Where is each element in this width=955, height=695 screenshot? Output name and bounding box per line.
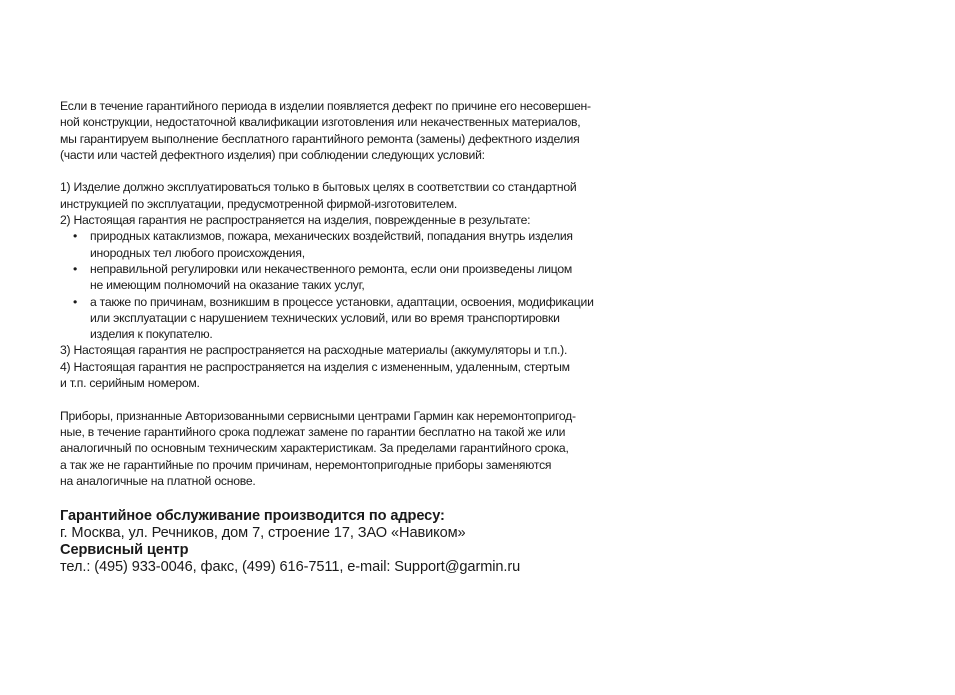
condition-4: 4) Настоящая гарантия не распространяется на изделия с измененным, удаленным, стертым bbox=[60, 359, 570, 374]
service-center-title: Сервисный центр bbox=[60, 542, 189, 559]
bullet-item bbox=[60, 294, 660, 310]
bullet-text-continued: изделия к покупателю. bbox=[90, 327, 213, 342]
bullet-text-continued: не имеющим полномочий на оказание таких услуг, bbox=[90, 278, 365, 293]
replacement-line: аналогичный по основным техническим характеристикам. За пределами гарантийного срока, bbox=[60, 441, 569, 456]
condition-3: 3) Настоящая гарантия не распространяется на расходные материалы (аккумуляторы и т.п.). bbox=[60, 343, 568, 358]
bullet-icon: • bbox=[73, 229, 78, 244]
bullet-icon: • bbox=[73, 294, 78, 309]
warranty-page bbox=[60, 98, 660, 576]
service-phone-line: тел.: (495) 933-0046, факс, (499) 616-7511, e-mail: Support@garmin.ru bbox=[60, 559, 521, 576]
intro-line: мы гарантируем выполнение бесплатного гарантийного ремонта (замены) дефектного изделия bbox=[60, 131, 580, 146]
service-address: г. Москва, ул. Речников, дом 7, строение 17, ЗАО «Навиком» bbox=[60, 525, 466, 542]
replacement-line: ные, в течение гарантийного срока подлежат замене по гарантии бесплатно на такой же или bbox=[60, 424, 566, 439]
condition-1: 1) Изделие должно эксплуатироваться только в бытовых целях в соответствии со стандартной bbox=[60, 180, 577, 195]
bullet-item bbox=[60, 228, 660, 244]
bullet-text-continued: или эксплуатации с нарушением технических условий, или во время транспортировки bbox=[90, 310, 560, 325]
condition-4-continued: и т.п. серийным номером. bbox=[60, 376, 200, 391]
condition-1-continued: инструкцией по эксплуатации, предусмотренной фирмой-изготовителем. bbox=[60, 196, 458, 211]
bullet-text: неправильной регулировки или некачественного ремонта, если они произведены лицом bbox=[90, 261, 573, 276]
conditions-list bbox=[60, 179, 660, 391]
intro-paragraph bbox=[60, 98, 660, 163]
bullet-item bbox=[60, 261, 660, 277]
replacement-line: на аналогичные на платной основе. bbox=[60, 473, 256, 488]
replacement-line: а так же не гарантийные по прочим причинам, неремонтопригодные приборы заменяются bbox=[60, 457, 552, 472]
condition-2: 2) Настоящая гарантия не распространяется на изделия, поврежденные в результате: bbox=[60, 213, 531, 228]
paragraph-spacer bbox=[60, 163, 660, 179]
bullet-icon: • bbox=[73, 261, 78, 276]
bullet-text-continued: инородных тел любого происхождения, bbox=[90, 245, 305, 260]
service-address-heading: Гарантийное обслуживание производится по адресу: bbox=[60, 508, 445, 525]
bullet-text: природных катаклизмов, пожара, механических воздействий, попадания внутрь изделия bbox=[90, 229, 573, 244]
replacement-paragraph bbox=[60, 408, 660, 489]
replacement-line: Приборы, признанные Авторизованными сервисными центрами Гармин как неремонтопригод- bbox=[60, 408, 576, 423]
service-contact-block bbox=[60, 508, 660, 576]
intro-line: Если в течение гарантийного периода в изделии появляется дефект по причине его несовершен- bbox=[60, 99, 591, 113]
intro-line: ной конструкции, недостаточной квалификации изготовления или некачественных материалов, bbox=[60, 115, 581, 130]
bullet-text: а также по причинам, возникшим в процессе установки, адаптации, освоения, модификации bbox=[90, 294, 594, 309]
intro-line: (части или частей дефектного изделия) при соблюдении следующих условий: bbox=[60, 147, 485, 162]
